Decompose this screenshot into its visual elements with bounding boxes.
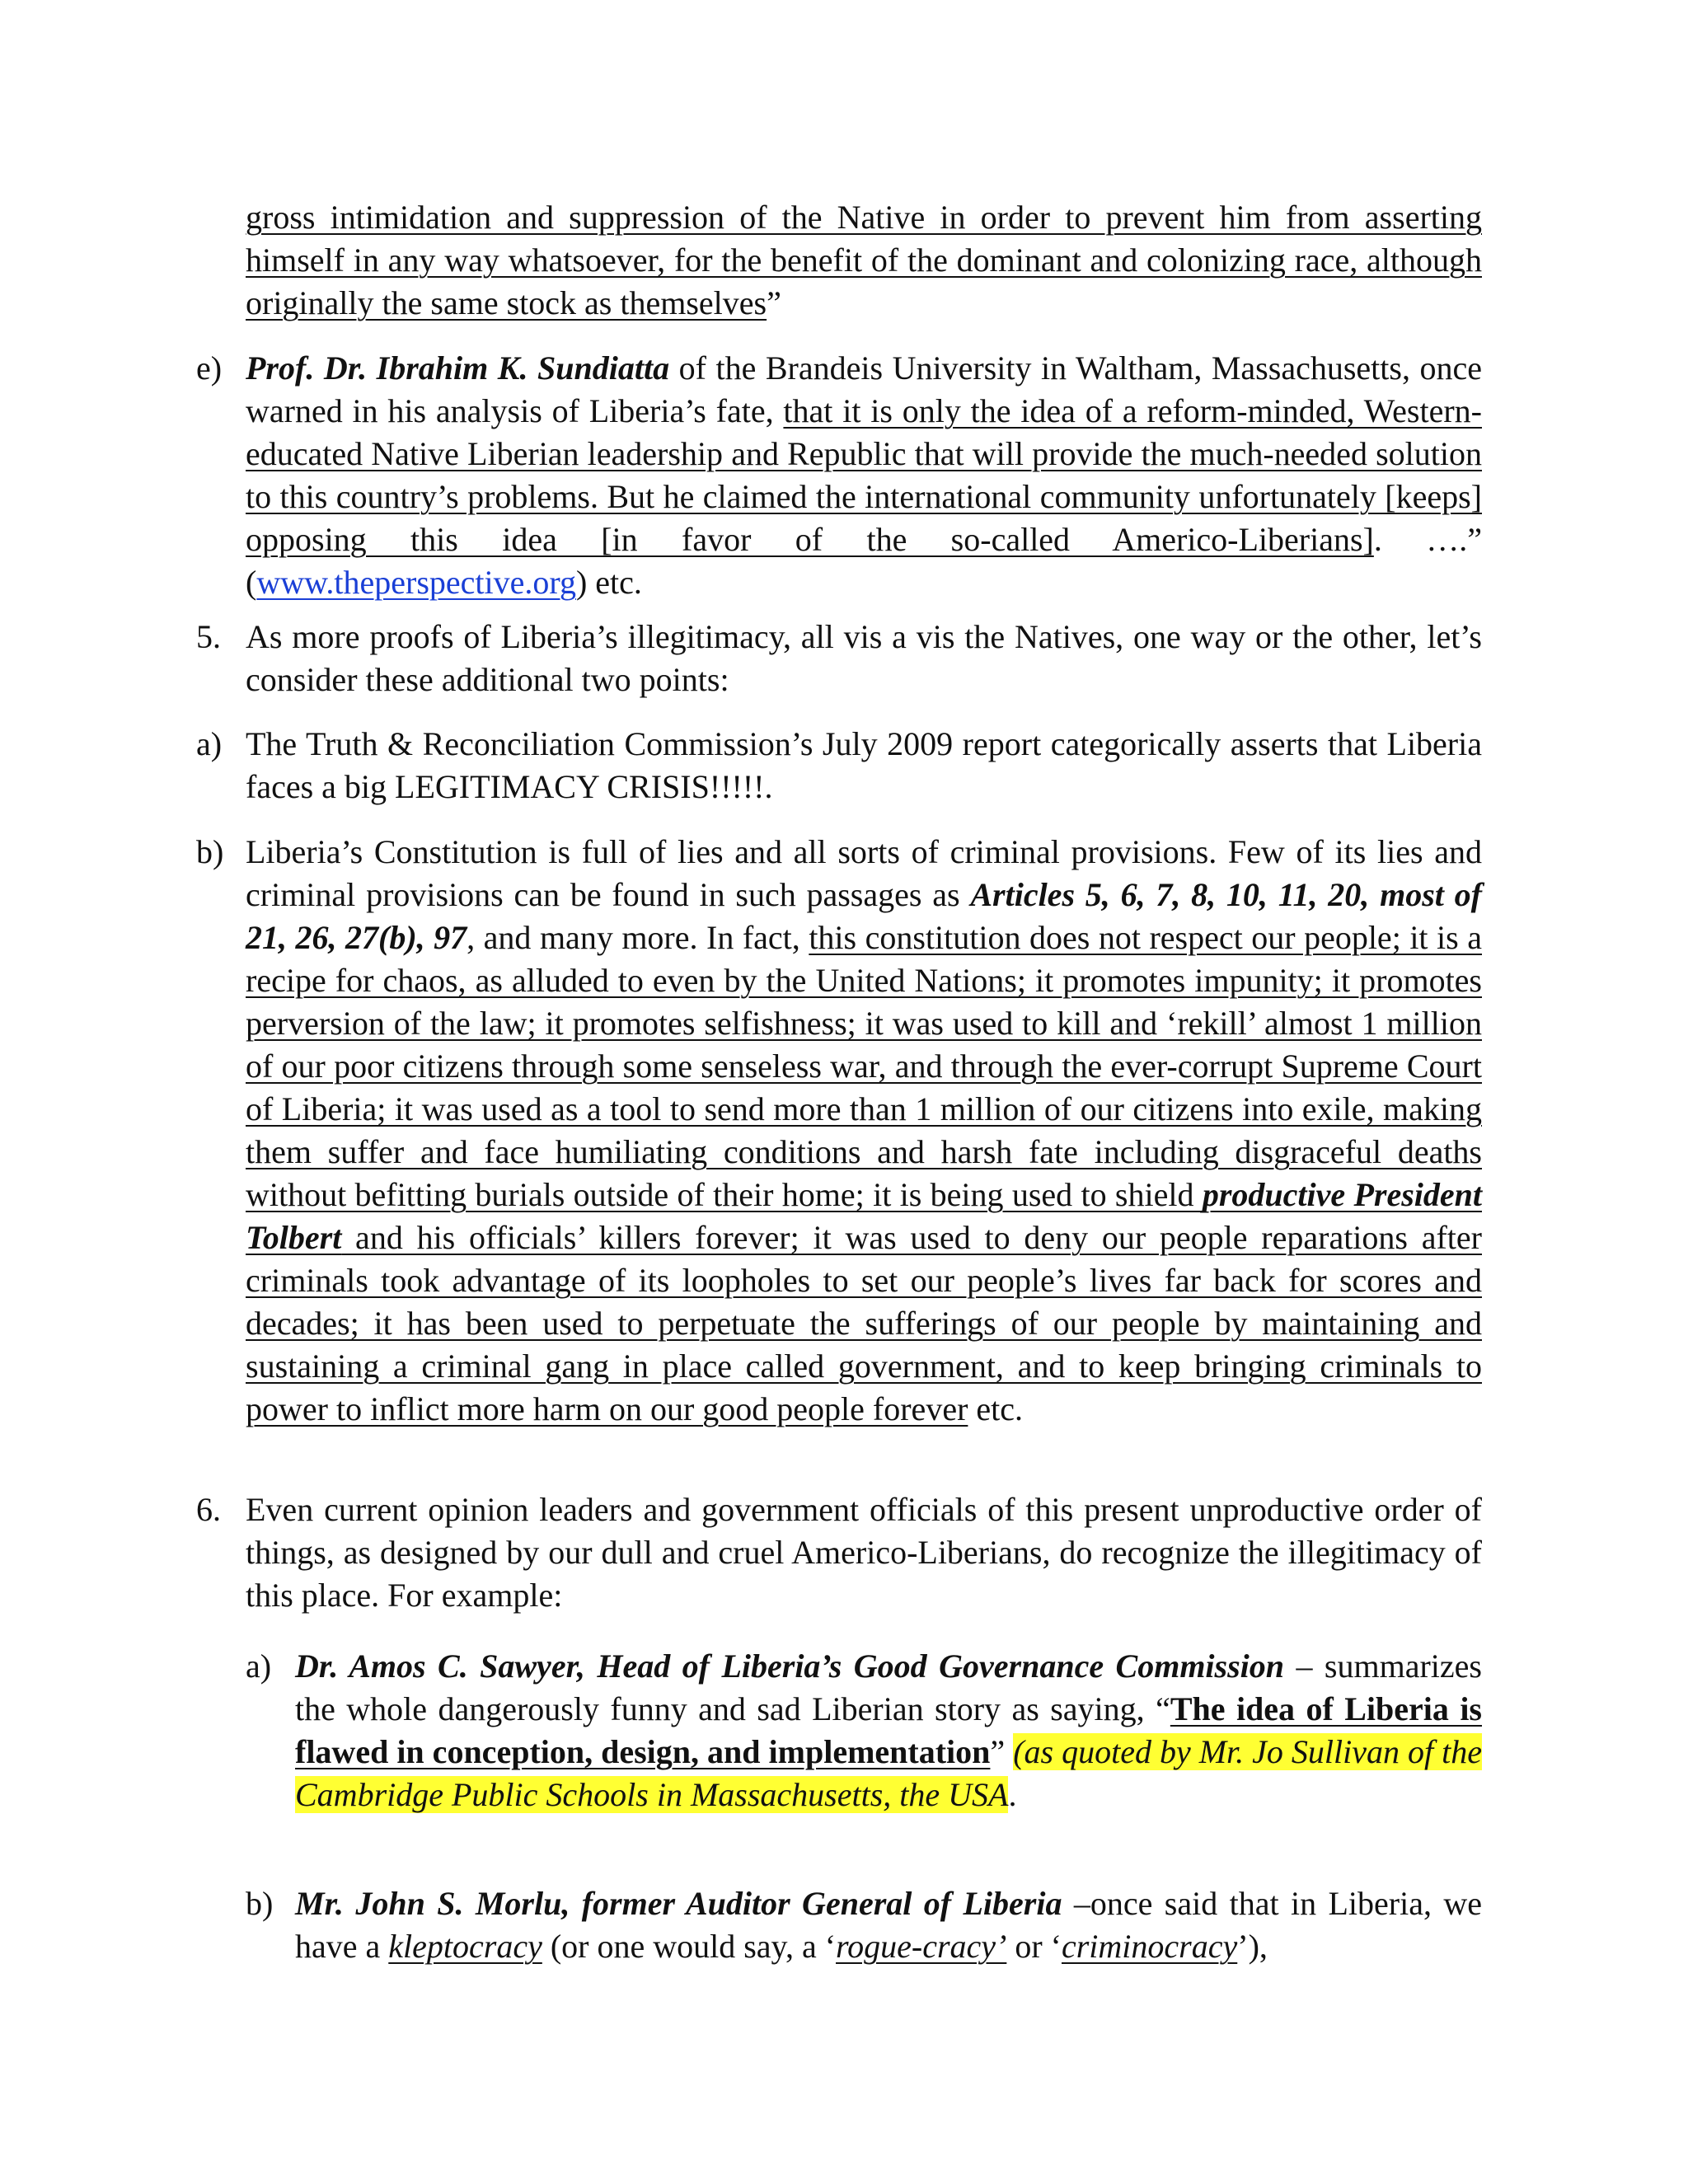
text-run: Liberia’s Constitution is full of lies and all sorts of criminal provisions. Few of its lies and criminal provisions can be found in such passages as [246, 833, 1482, 913]
text-run: . [1008, 1776, 1017, 1813]
text-run: (or one would say, a ‘ [542, 1928, 837, 1965]
paragraph-text: As more proofs of Liberia’s illegitimacy, all vis a vis the Natives, one way or the other, let’s consider these additional two points: [246, 618, 1482, 698]
term-criminocracy: criminocracy [1061, 1928, 1238, 1965]
term-rogue-cracy: rogue-cracy’ [836, 1928, 1007, 1965]
author-name: Dr. Amos C. Sawyer, Head of Liberia’s Good Governance Commission [295, 1647, 1285, 1685]
underlined-claim: and his officials’ killers forever; it was used to deny our people reparations after criminals took advantage of its loopholes to set our people’s lives far back for scores and decades; it has been used to perpetuate the sufferings of our people by maintaining and sustaining a criminal gang in place called government, and to keep bringing criminals to power to inflict more harm on our good people forever [246, 1219, 1482, 1427]
underlined-quote: gross intimidation and suppression of the Native in order to prevent him from asserting himself in any way whatsoever, for the benefit of the dominant and colonizing race, although originally the same stock as themselves [246, 199, 1482, 321]
list-marker: b) [246, 1885, 274, 1922]
website-link[interactable]: www.theperspective.org [256, 564, 576, 601]
closing-quote: ” [767, 284, 781, 321]
list-marker: 5. [196, 618, 221, 655]
paragraph-text [246, 831, 1482, 1431]
text-run: . ….” ( [246, 521, 1482, 601]
paragraph-text [246, 347, 1482, 604]
text-run: ) etc. [575, 564, 642, 601]
text-run: or ‘ [1006, 1928, 1062, 1965]
term-kleptocracy: kleptocracy [388, 1928, 542, 1965]
paragraph-text [295, 1645, 1482, 1816]
underlined-claim: that it is only the idea of a reform-minded, Western-educated Native Liberian leadership and Republic that will provide the much-needed solution to this country’s problems. But he claimed the international community unfortunately [keeps] opposing this idea [in favor of the so-called Americo-Liberians] [246, 392, 1482, 558]
text-run: of the Brandeis University in Waltham, Massachusetts, once warned in his analysis of Liberia’s fate, [246, 349, 1482, 429]
quoted-statement: The idea of Liberia is flawed in conception, design, and implementation [295, 1690, 1482, 1770]
text-run: ” [990, 1733, 1014, 1770]
text-run: – summarizes the whole dangerously funny and sad Liberian story as saying, “ [295, 1647, 1482, 1727]
text-run: etc. [968, 1390, 1024, 1427]
paragraph-text: The Truth & Reconciliation Commission’s July 2009 report categorically asserts that Liberia faces a big LEGITIMACY CRISIS!!!!!. [246, 725, 1482, 805]
text-run: , and many more. In fact, [467, 919, 809, 956]
text-run: ’), [1237, 1928, 1268, 1965]
underlined-claim: this constitution does not respect our people; it is a recipe for chaos, as alluded to even by the United Nations; it promotes impunity; it promotes perversion of the law; it promotes selfishness; it was used to kill and ‘rekill’ almost 1 million of our poor citizens through some senseless war, and through the ever-corrupt Supreme Court of Liberia; it was used as a tool to send more than 1 million of our citizens into exile, making them suffer and face humiliating conditions and harsh fate including disgraceful deaths without befitting burials outside of their home; it is being used to shield [246, 919, 1482, 1213]
highlighted-attribution: (as quoted by Mr. Jo Sullivan of the Cambridge Public Schools in Massachusetts, the USA [295, 1733, 1482, 1813]
author-name: Prof. Dr. Ibrahim K. Sundiatta [246, 349, 670, 387]
paragraph-text [295, 1882, 1482, 1968]
list-marker: a) [196, 725, 223, 762]
tolbert-name: productive President Tolbert [246, 1176, 1482, 1256]
author-name: Mr. John S. Morlu, former Auditor General of Liberia [295, 1885, 1062, 1922]
paragraph-text [246, 196, 1482, 325]
list-marker: e) [196, 349, 223, 387]
list-marker: 6. [196, 1491, 221, 1528]
paragraph-text: Even current opinion leaders and government officials of this present unproductive order of things, as designed by our dull and cruel Americo-Liberians, do recognize the illegitimacy of this place. For example: [246, 1491, 1482, 1614]
list-marker: a) [246, 1647, 272, 1685]
list-marker: b) [196, 833, 224, 870]
articles-list: Articles 5, 6, 7, 8, 10, 11, 20, most of 21, 26, 27(b), 97 [246, 876, 1482, 956]
text-run: –once said that in Liberia, we have a [295, 1885, 1482, 1965]
